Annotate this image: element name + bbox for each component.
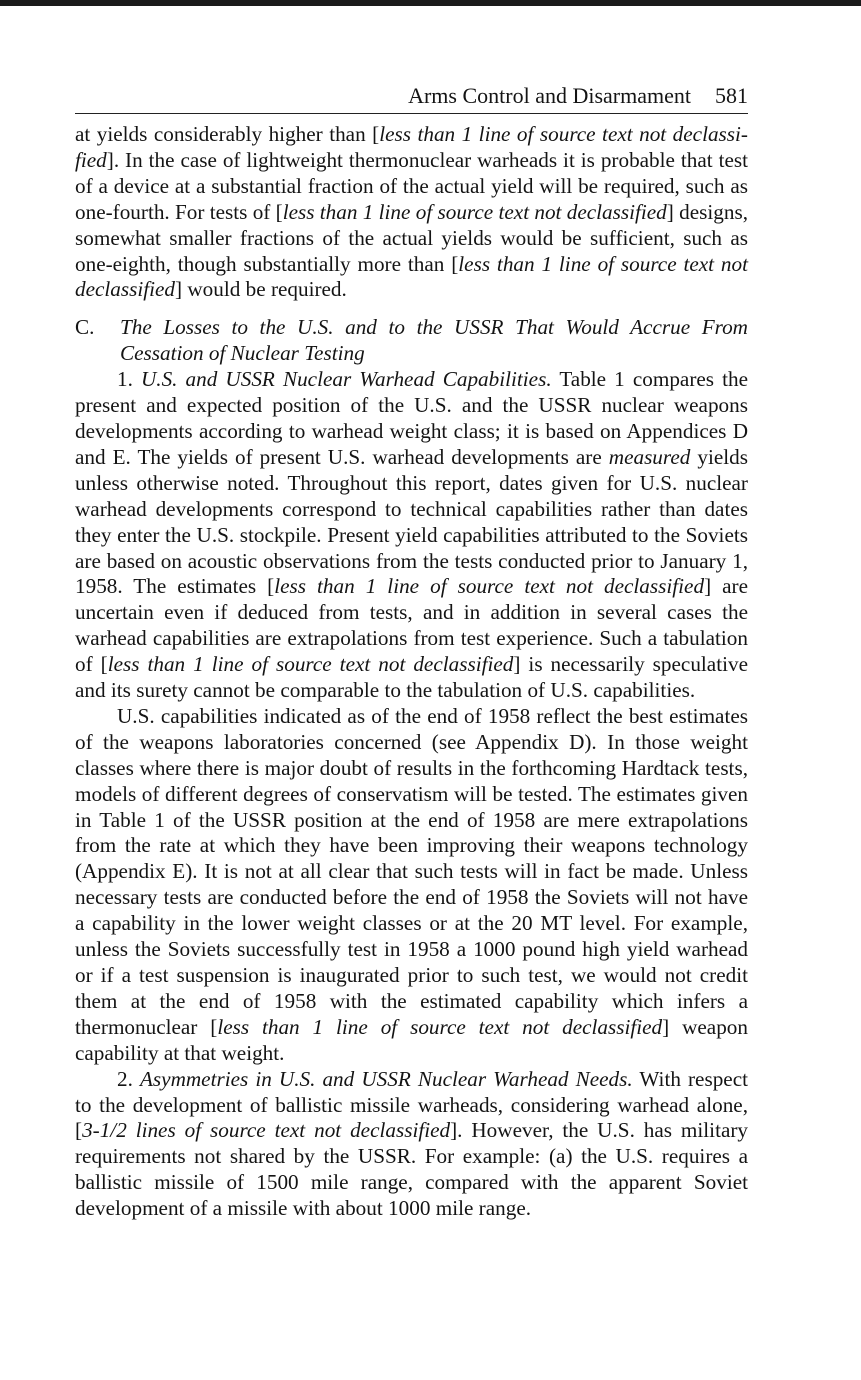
body-text: [75, 122, 748, 1222]
redaction-note: less than 1 line of source text not declassified: [217, 1014, 663, 1039]
running-header: [75, 82, 748, 114]
redaction-note: less than 1 line of source text not declassified: [274, 574, 705, 599]
page-top-edge: [0, 0, 861, 6]
document-page: [75, 82, 748, 1222]
redaction-note: less than 1 line of source text not declassified: [75, 251, 749, 302]
redaction-note: 3-1/2 lines of source text not declassified: [82, 1118, 451, 1143]
redaction-note: less than 1 line of source text not declassi-fied: [75, 122, 748, 172]
paragraph-capabilities: 1. U.S. and USSR Nuclear Warhead Capabilities. Table 1 compares the present and expected position of the U.S. and the USSR nuclear weapons developments according to warhead weight class; it is based on Appendices D and E. The yields of present U.S. warhead developments are measured yields unless otherwise noted. Throughout this report, dates given for U.S. nuclear warhead developments correspond to technical capabilities rather than dates they enter the U.S. stockpile. Present yield capabilities attributed to the Soviets are based on acoustic observations from the tests conducted prior to January 1, 1958. The estimates [less than 1 line of source text not declassified] are uncertain even if deduced from tests, and in addition in several cases the warhead capabilities are extrapolations from test experience. Such a tabulation of [less than 1 line of source text not declassified] is necessarily speculative and its surety cannot be comparable to the tabulation of U.S. capabilities.: [75, 367, 749, 703]
section-letter: C.: [75, 315, 95, 340]
paragraph-asymmetries: 2. Asymmetries in U.S. and USSR Nuclear Warhead Needs. With respect to the development of ballistic missile warheads, considering warhead alone, [3-1/2 lines of source text not declassified]. However, the U.S. has military requirements not shared by the USSR. For example: (a) the U.S. requires a ballistic missile of 1500 mile range, compared with the apparent Soviet development of a missile with about 1000 mile range.: [75, 1066, 749, 1221]
section-heading-c: [75, 315, 748, 367]
redaction-note: less than 1 line of source text not declassified: [282, 199, 667, 224]
paragraph-heading: Asymmetries in U.S. and USSR Nuclear Warhead Needs.: [139, 1066, 633, 1091]
section-title: The Losses to the U.S. and to the USSR That Would Accrue From Cessation of Nuclear Testing: [120, 315, 748, 366]
paragraph-yields: at yields considerably higher than [less than 1 line of source text not declassi-fied]. In the case of lightweight thermonuclear warheads it is probable that test of a device at a substantial fraction of the actual yield will be required, such as one-fourth. For tests of [less than 1 line of source text not declassified] designs, somewhat smaller fractions of the actual yields would be sufficient, such as one-eighth, though substantially more than [less than 1 line of source text not declassified] would be required.: [75, 122, 749, 302]
running-title: Arms Control and Disarmament: [408, 83, 691, 108]
page-number: 581: [715, 83, 748, 108]
paragraph-estimates: U.S. capabilities indicated as of the end of 1958 reflect the best estimates of the weapons laboratories concerned (see Appendix D). In those weight classes where there is major doubt of results in the forthcoming Hardtack tests, models of different degrees of conservatism will be tested. The estimates given in Table 1 of the USSR position at the end of 1958 are mere extrapolations from the rate at which they have been improving their weapons technology (Appendix E). It is not at all clear that such tests will in fact be made. Unless necessary tests are conducted before the end of 1958 the Soviets will not have a capability in the lower weight classes or at the 20 MT level. For example, unless the Soviets successfully test in 1958 a 1000 pound high yield warhead or if a test suspension is inaugurated prior to such test, we would not credit them at the end of 1958 with the estimated capability which infers a thermonuclear [less than 1 line of source text not declassified] weapon capability at that weight.: [75, 703, 748, 1065]
paragraph-heading: U.S. and USSR Nuclear Warhead Capabilities.: [140, 367, 552, 392]
redaction-note: less than 1 line of source text not declassified: [107, 652, 514, 677]
